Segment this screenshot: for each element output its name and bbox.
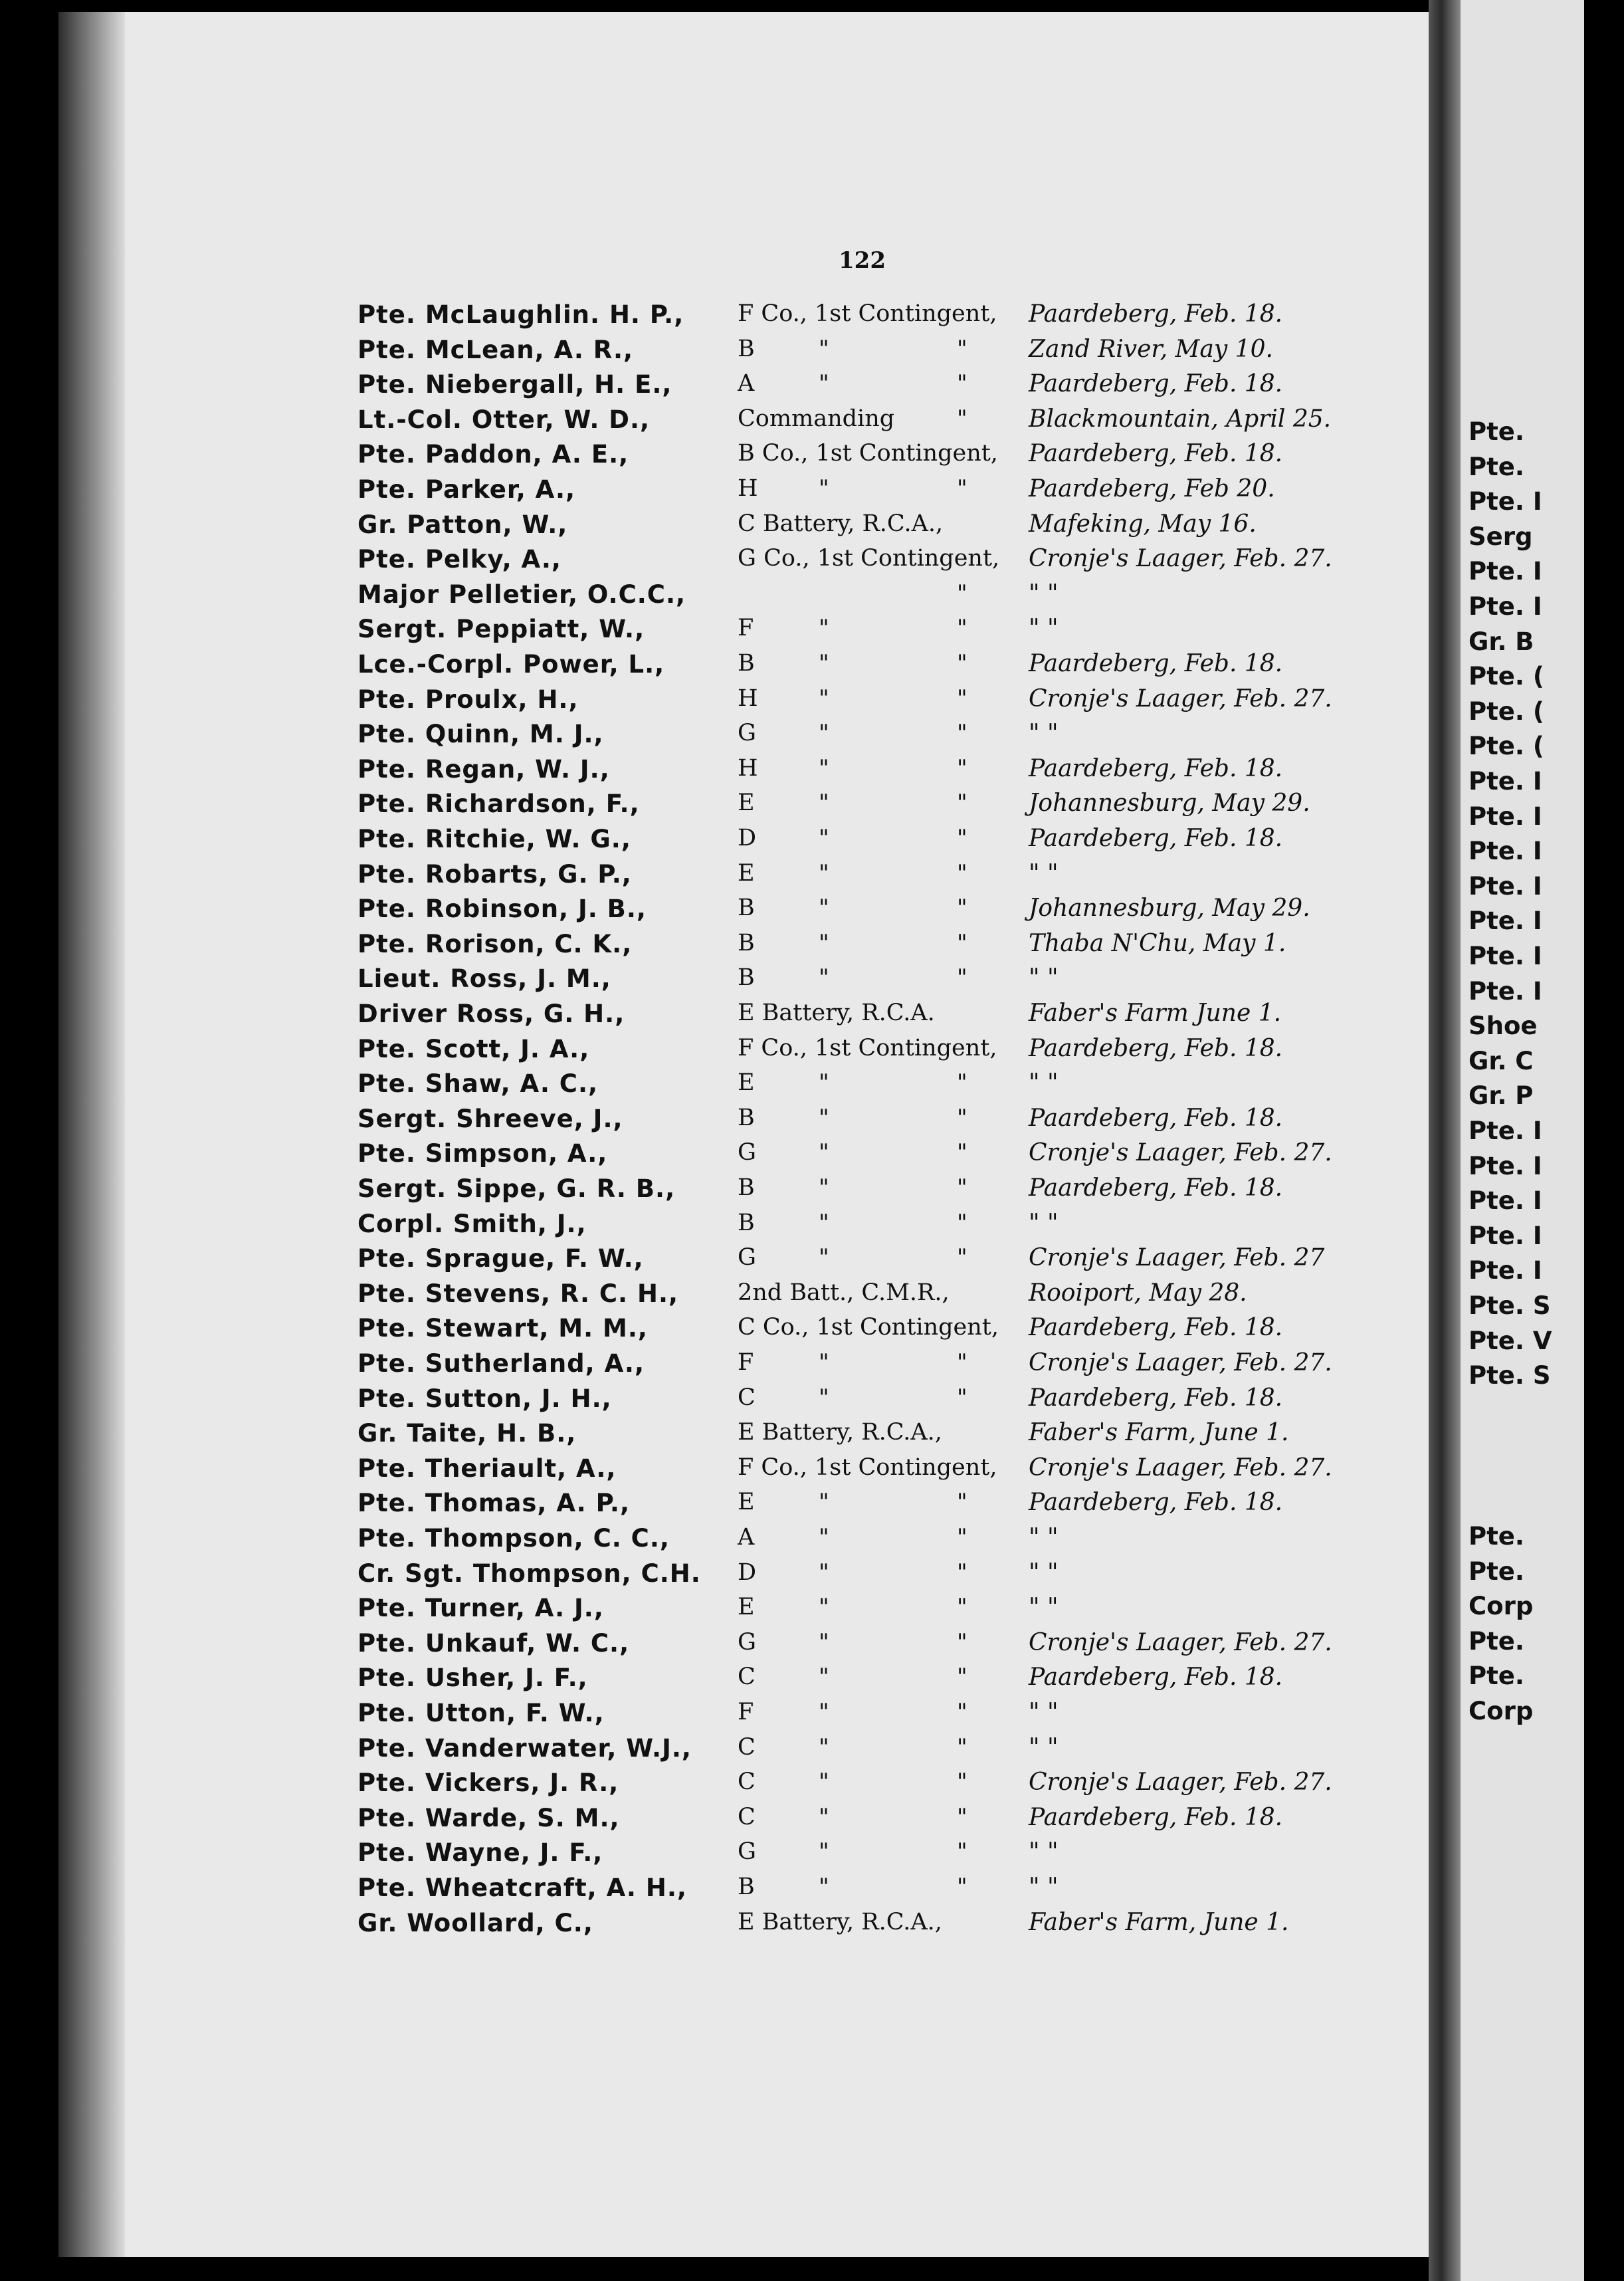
table-row xyxy=(0,475,1395,510)
entry-ditto-contingent: " xyxy=(957,1838,967,1866)
entry-unit: B xyxy=(738,1209,755,1236)
entry-name: Pte. Thomas, A. P., xyxy=(357,1489,631,1518)
entry-place-date: Rooiport, May 28. xyxy=(1029,1279,1247,1307)
table-row xyxy=(0,1454,1395,1489)
entry-ditto-company: " xyxy=(819,825,829,851)
entry-place-date: Paardeberg, Feb. 18. xyxy=(1029,650,1283,677)
table-row xyxy=(0,1524,1395,1559)
entry-name: Gr. Patton, W., xyxy=(357,510,568,539)
entry-name: Pte. Ritchie, W. G., xyxy=(357,825,631,853)
entry-place-date: Paardeberg, Feb 20. xyxy=(1029,475,1275,502)
adjacent-page-fragment: Corp xyxy=(1469,1697,1534,1725)
entry-place-date: Johannesburg, May 29. xyxy=(1029,790,1310,817)
entry-unit: H xyxy=(738,685,758,712)
table-row xyxy=(0,1174,1395,1209)
entry-ditto-contingent: " xyxy=(957,1874,967,1900)
table-row xyxy=(0,1699,1395,1733)
entry-ditto-contingent: " xyxy=(957,720,967,747)
entry-unit: F Co., 1st Contingent, xyxy=(738,300,997,327)
entry-unit: B xyxy=(738,929,755,956)
entry-unit: C xyxy=(738,1733,756,1761)
entry-unit: D xyxy=(738,1559,757,1586)
entry-unit: E xyxy=(738,859,755,887)
entry-ditto-company: " xyxy=(819,1244,829,1271)
adjacent-page-fragment: Pte. xyxy=(1469,417,1524,446)
entry-name: Pte. Quinn, M. J., xyxy=(357,720,604,749)
entry-ditto-company: " xyxy=(819,650,829,677)
entry-ditto-contingent: " xyxy=(957,790,967,817)
entry-name: Pte. Stewart, M. M., xyxy=(357,1314,648,1343)
entry-ditto-company: " xyxy=(819,1139,829,1166)
table-row xyxy=(0,685,1395,720)
table-row xyxy=(0,1664,1395,1698)
entry-name: Pte. Robinson, J. B., xyxy=(357,895,647,924)
entry-place-date: Paardeberg, Feb. 18. xyxy=(1029,1174,1283,1202)
adjacent-page-fragment: Pte. I xyxy=(1469,487,1542,516)
adjacent-page-fragment: Pte. xyxy=(1469,1626,1524,1656)
entry-ditto-company: " xyxy=(819,685,829,712)
entry-unit: 2nd Batt., C.M.R., xyxy=(738,1279,950,1306)
entry-unit: G xyxy=(738,1139,756,1166)
entry-place-date: Mafeking, May 16. xyxy=(1029,510,1257,538)
entry-place-date: " " xyxy=(1029,615,1059,643)
adjacent-page-fragment: Pte. I xyxy=(1469,1256,1542,1285)
adjacent-page-fragment: Pte. xyxy=(1469,452,1524,481)
entry-ditto-contingent: " xyxy=(957,1489,967,1516)
adjacent-page-fragment: Pte. ( xyxy=(1469,732,1544,761)
entry-ditto-company: " xyxy=(819,1664,829,1691)
entry-ditto-contingent: " xyxy=(957,1699,967,1725)
entry-ditto-contingent: " xyxy=(957,370,967,397)
entry-name: Lieut. Ross, J. M., xyxy=(357,964,611,994)
table-row xyxy=(0,1769,1395,1803)
entry-ditto-contingent: " xyxy=(957,1104,967,1131)
table-row xyxy=(0,336,1395,370)
table-row xyxy=(0,300,1395,335)
entry-unit: B Co., 1st Contingent, xyxy=(738,440,998,467)
entry-name: Pte. Shaw, A. C., xyxy=(357,1069,599,1099)
table-row xyxy=(0,1874,1395,1908)
entry-unit: A xyxy=(738,1524,755,1551)
entry-ditto-company: " xyxy=(819,1524,829,1551)
table-row xyxy=(0,1909,1395,1943)
table-row xyxy=(0,1279,1395,1314)
adjacent-page-fragment: Pte. S xyxy=(1469,1361,1551,1390)
entry-ditto-contingent: " xyxy=(957,475,967,502)
entry-ditto-company: " xyxy=(819,1874,829,1900)
adjacent-page-fragment: Pte. I xyxy=(1469,592,1542,621)
entry-place-date: Paardeberg, Feb. 18. xyxy=(1029,1489,1283,1517)
entry-name: Sergt. Peppiatt, W., xyxy=(357,615,645,644)
page-number: 122 xyxy=(839,247,886,274)
entry-place-date: Paardeberg, Feb. 18. xyxy=(1029,825,1283,852)
entry-name: Pte. Warde, S. M., xyxy=(357,1803,620,1832)
entry-name: Lce.-Corpl. Power, L., xyxy=(357,650,665,679)
entry-unit: H xyxy=(738,754,758,782)
table-row xyxy=(0,1838,1395,1873)
entry-name: Gr. Taite, H. B., xyxy=(357,1419,577,1448)
table-row xyxy=(0,1384,1395,1419)
entry-name: Sergt. Sippe, G. R. B., xyxy=(357,1174,676,1203)
entry-ditto-company: " xyxy=(819,1489,829,1516)
entry-place-date: " " xyxy=(1029,1524,1059,1551)
table-row xyxy=(0,825,1395,859)
entry-unit: B xyxy=(738,650,755,677)
entry-name: Pte. Thompson, C. C., xyxy=(357,1524,670,1553)
entry-unit: C xyxy=(738,1803,756,1830)
table-row xyxy=(0,895,1395,929)
entry-name: Pte. McLean, A. R., xyxy=(357,335,634,364)
entry-unit: E Battery, R.C.A. xyxy=(738,1000,935,1026)
table-row xyxy=(0,1069,1395,1104)
entry-name: Sergt. Shreeve, J., xyxy=(357,1104,623,1133)
entry-ditto-contingent: " xyxy=(957,1524,967,1551)
table-row xyxy=(0,1594,1395,1628)
entry-unit: E Battery, R.C.A., xyxy=(738,1908,942,1935)
adjacent-page-fragment: Pte. V xyxy=(1469,1326,1552,1355)
table-row xyxy=(0,1489,1395,1523)
entry-ditto-company: " xyxy=(819,1174,829,1201)
entry-name: Pte. Richardson, F., xyxy=(357,790,640,819)
entry-place-date: " " xyxy=(1029,720,1059,748)
entry-unit: E Battery, R.C.A., xyxy=(738,1419,942,1446)
entry-ditto-company: " xyxy=(819,1769,829,1796)
entry-place-date: Paardeberg, Feb. 18. xyxy=(1029,1034,1283,1062)
entry-ditto-contingent: " xyxy=(957,1769,967,1796)
entry-unit: C xyxy=(738,1384,756,1411)
entry-name: Pte. Parker, A., xyxy=(357,475,576,504)
entry-place-date: Paardeberg, Feb. 18. xyxy=(1029,440,1283,468)
entry-ditto-company: " xyxy=(819,335,829,362)
table-row xyxy=(0,1349,1395,1384)
entry-unit: F xyxy=(738,1699,754,1725)
table-row xyxy=(0,405,1395,440)
entry-place-date: Cronje's Laager, Feb. 27. xyxy=(1029,1454,1332,1481)
entry-ditto-contingent: " xyxy=(957,1174,967,1201)
entry-name: Pte. Paddon, A. E., xyxy=(357,440,629,469)
entry-unit: Commanding xyxy=(738,405,895,432)
entry-ditto-company: " xyxy=(819,720,829,747)
table-row xyxy=(0,1804,1395,1838)
entry-unit: G xyxy=(738,1628,756,1656)
table-row xyxy=(0,1000,1395,1034)
entry-unit: G xyxy=(738,1838,756,1866)
entry-place-date: " " xyxy=(1029,1874,1059,1901)
entry-unit: B xyxy=(738,1104,755,1131)
table-row xyxy=(0,1035,1395,1069)
entry-ditto-contingent: " xyxy=(957,650,967,677)
table-row xyxy=(0,790,1395,824)
entry-unit: D xyxy=(738,825,757,851)
entry-name: Pte. Regan, W. J., xyxy=(357,754,610,784)
entry-unit: C Battery, R.C.A., xyxy=(738,510,944,537)
entry-unit: F xyxy=(738,615,754,642)
entry-place-date: " " xyxy=(1029,1594,1059,1622)
entry-ditto-contingent: " xyxy=(957,1069,967,1097)
entry-ditto-company: " xyxy=(819,1803,829,1830)
entry-name: Pte. Niebergall, H. E., xyxy=(357,370,672,399)
entry-name: Pte. Simpson, A., xyxy=(357,1139,608,1168)
entry-unit: B xyxy=(738,895,755,922)
entry-name: Pte. Turner, A. J., xyxy=(357,1594,604,1623)
entry-unit: C Co., 1st Contingent, xyxy=(738,1314,999,1341)
entry-name: Pte. Unkauf, W. C., xyxy=(357,1628,630,1658)
entry-ditto-contingent: " xyxy=(957,825,967,851)
entry-unit: F Co., 1st Contingent, xyxy=(738,1034,997,1061)
table-row xyxy=(0,1105,1395,1139)
entry-place-date: Zand River, May 10. xyxy=(1029,335,1273,363)
entry-name: Pte. Vickers, J. R., xyxy=(357,1769,619,1798)
entry-place-date: Paardeberg, Feb. 18. xyxy=(1029,754,1283,782)
entry-place-date: Paardeberg, Feb. 18. xyxy=(1029,1104,1283,1132)
entry-ditto-company: " xyxy=(819,1838,829,1866)
entry-ditto-company: " xyxy=(819,964,829,992)
entry-place-date: Paardeberg, Feb. 18. xyxy=(1029,1803,1283,1831)
adjacent-page-fragment: Pte. I xyxy=(1469,802,1542,831)
entry-place-date: " " xyxy=(1029,1733,1059,1761)
entry-name: Pte. Utton, F. W., xyxy=(357,1699,605,1727)
entry-ditto-company: " xyxy=(819,1594,829,1621)
entry-ditto-contingent: " xyxy=(957,615,967,642)
entry-ditto-company: " xyxy=(819,859,829,887)
entry-name: Pte. Theriault, A., xyxy=(357,1454,617,1483)
entry-name: Corpl. Smith, J., xyxy=(357,1209,587,1238)
adjacent-page xyxy=(1461,0,1584,2281)
entry-unit: F xyxy=(738,1349,754,1376)
table-row xyxy=(0,1139,1395,1174)
entry-name: Pte. Pelky, A., xyxy=(357,545,561,574)
entry-place-date: Cronje's Laager, Feb. 27. xyxy=(1029,1628,1332,1656)
entry-ditto-company: " xyxy=(819,1559,829,1586)
entry-place-date: Cronje's Laager, Feb. 27. xyxy=(1029,1769,1332,1796)
entry-place-date: Paardeberg, Feb. 18. xyxy=(1029,1664,1283,1691)
entry-unit: H xyxy=(738,475,758,502)
entry-unit: B xyxy=(738,1174,755,1201)
entry-ditto-company: " xyxy=(819,1104,829,1131)
entry-place-date: " " xyxy=(1029,1069,1059,1097)
entry-unit: A xyxy=(738,370,755,397)
entry-ditto-contingent: " xyxy=(957,1139,967,1166)
entry-unit: C xyxy=(738,1769,756,1796)
book-spine xyxy=(1429,0,1461,2281)
entry-name: Pte. Sprague, F. W., xyxy=(357,1244,644,1273)
entry-ditto-company: " xyxy=(819,1384,829,1411)
entry-ditto-company: " xyxy=(819,1069,829,1097)
entry-place-date: Paardeberg, Feb. 18. xyxy=(1029,300,1283,328)
entry-place-date: Faber's Farm, June 1. xyxy=(1029,1419,1289,1447)
entry-name: Pte. Wheatcraft, A. H., xyxy=(357,1874,687,1902)
entry-name: Gr. Woollard, C., xyxy=(357,1908,593,1937)
entry-ditto-contingent: " xyxy=(957,859,967,887)
entry-unit: E xyxy=(738,790,755,817)
entry-place-date: Cronje's Laager, Feb. 27. xyxy=(1029,545,1332,573)
adjacent-page-fragment: Pte. I xyxy=(1469,907,1542,936)
entry-place-date: Cronje's Laager, Feb. 27 xyxy=(1029,1244,1325,1272)
entry-unit: B xyxy=(738,335,755,362)
table-row xyxy=(0,440,1395,475)
table-row xyxy=(0,1734,1395,1769)
table-row xyxy=(0,1314,1395,1349)
entry-name: Pte. Robarts, G. P., xyxy=(357,859,632,889)
entry-place-date: Johannesburg, May 29. xyxy=(1029,895,1310,923)
entry-name: Pte. Proulx, H., xyxy=(357,685,579,714)
entry-unit: E xyxy=(738,1069,755,1097)
table-row xyxy=(0,1244,1395,1279)
adjacent-page-fragment: Corp xyxy=(1469,1592,1534,1621)
adjacent-page-fragment: Pte. I xyxy=(1469,557,1542,586)
entry-place-date: " " xyxy=(1029,580,1059,607)
adjacent-page-fragment: Pte. I xyxy=(1469,767,1542,796)
entry-place-date: " " xyxy=(1029,1838,1059,1866)
table-row xyxy=(0,580,1395,615)
entry-ditto-company: " xyxy=(819,1209,829,1236)
entry-place-date: Paardeberg, Feb. 18. xyxy=(1029,1384,1283,1412)
adjacent-page-fragment: Pte. I xyxy=(1469,1221,1542,1250)
entry-unit: G xyxy=(738,720,756,747)
entry-place-date: Paardeberg, Feb. 18. xyxy=(1029,1314,1283,1342)
table-row xyxy=(0,720,1395,754)
entry-name: Major Pelletier, O.C.C., xyxy=(357,580,686,609)
table-row xyxy=(0,1629,1395,1664)
entry-ditto-company: " xyxy=(819,370,829,397)
entry-place-date: Blackmountain, April 25. xyxy=(1029,405,1332,433)
adjacent-page-fragment: Pte. I xyxy=(1469,871,1542,901)
table-row xyxy=(0,370,1395,405)
entry-ditto-contingent: " xyxy=(957,685,967,712)
entry-ditto-company: " xyxy=(819,929,829,956)
entry-ditto-company: " xyxy=(819,475,829,502)
entry-name: Pte. Sutherland, A., xyxy=(357,1349,645,1378)
entry-name: Pte. McLaughlin. H. P., xyxy=(357,300,684,329)
entry-unit: E xyxy=(738,1489,755,1516)
adjacent-page-fragment: Pte. xyxy=(1469,1662,1524,1691)
adjacent-page-fragment: Gr. P xyxy=(1469,1081,1534,1111)
entry-ditto-contingent: " xyxy=(957,1384,967,1411)
entry-ditto-contingent: " xyxy=(957,1559,967,1586)
entry-unit: F Co., 1st Contingent, xyxy=(738,1454,997,1481)
entry-ditto-company: " xyxy=(819,615,829,642)
table-row xyxy=(0,860,1395,895)
entry-unit: B xyxy=(738,1874,755,1900)
adjacent-page-fragment: Pte. S xyxy=(1469,1291,1551,1320)
entry-ditto-contingent: " xyxy=(957,1209,967,1236)
entry-name: Pte. Sutton, J. H., xyxy=(357,1384,612,1413)
entry-name: Lt.-Col. Otter, W. D., xyxy=(357,405,651,434)
entry-name: Pte. Vanderwater, W.J., xyxy=(357,1733,692,1763)
entry-place-date: Cronje's Laager, Feb. 27. xyxy=(1029,1139,1332,1167)
table-row xyxy=(0,1210,1395,1244)
table-row xyxy=(0,615,1395,649)
entry-place-date: Cronje's Laager, Feb. 27. xyxy=(1029,685,1332,712)
entry-ditto-contingent: " xyxy=(957,335,967,362)
table-row xyxy=(0,964,1395,999)
entry-ditto-contingent: " xyxy=(957,1628,967,1656)
entry-ditto-contingent: " xyxy=(957,929,967,956)
entry-ditto-contingent: " xyxy=(957,964,967,992)
entry-ditto-contingent: " xyxy=(957,754,967,782)
adjacent-page-fragment: Serg xyxy=(1469,522,1533,551)
entry-ditto-contingent: " xyxy=(957,1733,967,1761)
entry-ditto-contingent: " xyxy=(957,1594,967,1621)
table-row xyxy=(0,930,1395,964)
entry-unit: C xyxy=(738,1664,756,1691)
entry-name: Pte. Wayne, J. F., xyxy=(357,1838,603,1868)
entry-ditto-company: " xyxy=(819,1733,829,1761)
adjacent-page-fragment: Gr. C xyxy=(1469,1046,1534,1075)
adjacent-page-fragment: Pte. I xyxy=(1469,1117,1542,1145)
entry-name: Driver Ross, G. H., xyxy=(357,1000,625,1028)
table-row xyxy=(0,755,1395,790)
entry-name: Pte. Scott, J. A., xyxy=(357,1034,590,1063)
adjacent-page-fragment: Shoe xyxy=(1469,1012,1538,1041)
entry-ditto-company: " xyxy=(819,754,829,782)
entry-place-date: " " xyxy=(1029,1209,1059,1237)
entry-ditto-contingent: " xyxy=(957,405,967,432)
adjacent-page-fragment: Gr. B xyxy=(1469,627,1534,656)
entry-ditto-contingent: " xyxy=(957,1664,967,1691)
entry-place-date: Faber's Farm, June 1. xyxy=(1029,1908,1289,1936)
adjacent-page-fragment: Pte. ( xyxy=(1469,662,1544,691)
table-row xyxy=(0,545,1395,580)
entry-place-date: " " xyxy=(1029,859,1059,887)
entry-ditto-company: " xyxy=(819,895,829,922)
entry-ditto-company: " xyxy=(819,790,829,817)
adjacent-page-fragment: Pte. I xyxy=(1469,976,1542,1006)
entry-place-date: Cronje's Laager, Feb. 27. xyxy=(1029,1349,1332,1376)
adjacent-page-fragment: Pte. xyxy=(1469,1557,1524,1586)
entry-ditto-contingent: " xyxy=(957,1349,967,1376)
adjacent-page-fragment: Pte. I xyxy=(1469,942,1542,970)
entry-ditto-contingent: " xyxy=(957,580,967,607)
entry-place-date: Faber's Farm June 1. xyxy=(1029,1000,1282,1027)
entry-ditto-company: " xyxy=(819,1349,829,1376)
entry-ditto-company: " xyxy=(819,1628,829,1656)
entry-place-date: " " xyxy=(1029,1559,1059,1586)
entry-unit: E xyxy=(738,1594,755,1621)
table-row xyxy=(0,650,1395,685)
entry-name: Cr. Sgt. Thompson, C.H. xyxy=(357,1559,701,1588)
table-row xyxy=(0,1419,1395,1454)
adjacent-page-fragment: Pte. xyxy=(1469,1522,1524,1551)
entry-ditto-contingent: " xyxy=(957,895,967,922)
adjacent-page-fragment: Pte. I xyxy=(1469,837,1542,866)
entry-place-date: " " xyxy=(1029,1699,1059,1726)
adjacent-page-fragment: Pte. I xyxy=(1469,1151,1542,1180)
entry-place-date: Paardeberg, Feb. 18. xyxy=(1029,370,1283,398)
entry-place-date: Thaba N'Chu, May 1. xyxy=(1029,929,1286,957)
entry-unit: G xyxy=(738,1244,756,1271)
entry-unit: G Co., 1st Contingent, xyxy=(738,545,1000,572)
entry-ditto-contingent: " xyxy=(957,1244,967,1271)
table-row xyxy=(0,510,1395,545)
table-row xyxy=(0,1559,1395,1594)
entry-ditto-company: " xyxy=(819,1699,829,1725)
entry-name: Pte. Usher, J. F., xyxy=(357,1664,588,1693)
entry-name: Pte. Rorison, C. K., xyxy=(357,929,633,958)
adjacent-page-fragment: Pte. ( xyxy=(1469,697,1544,726)
entry-place-date: " " xyxy=(1029,964,1059,992)
entry-ditto-contingent: " xyxy=(957,1803,967,1830)
adjacent-page-fragment: Pte. I xyxy=(1469,1186,1542,1216)
entry-unit: B xyxy=(738,964,755,992)
entry-name: Pte. Stevens, R. C. H., xyxy=(357,1279,679,1308)
